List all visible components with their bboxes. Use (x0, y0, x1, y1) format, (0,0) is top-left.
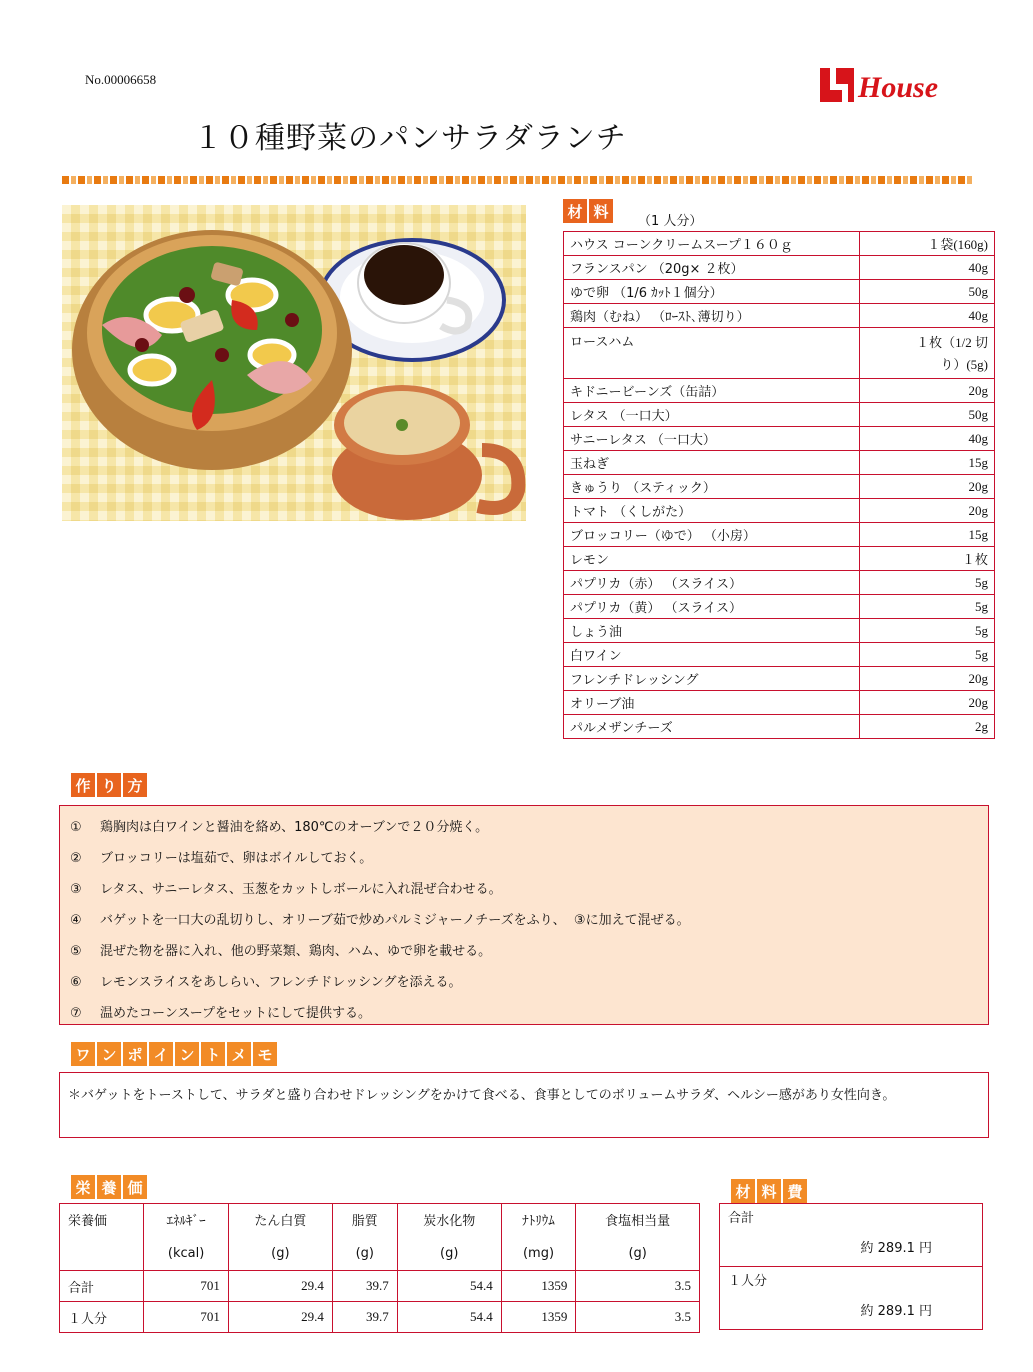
nutrition-value: 1359 (501, 1302, 576, 1333)
nutrition-value: 29.4 (228, 1271, 332, 1302)
cost-cell (720, 1267, 983, 1330)
ingredient-row (564, 619, 995, 643)
badge-char: 栄 (71, 1175, 95, 1199)
ingredient-amount: 5g (860, 643, 995, 667)
ingredient-amount: 50g (860, 403, 995, 427)
method-step (70, 878, 502, 897)
step-number: ⑥ (70, 975, 82, 990)
memo-box (59, 1072, 989, 1138)
badge-char: 材 (563, 199, 587, 223)
ingredient-name: ゆで卵 （1/6 ｶｯﾄ１個分） (564, 280, 860, 304)
ingredient-amount: 5g (860, 595, 995, 619)
ingredient-amount: 40g (860, 256, 995, 280)
nutrition-value: 1359 (501, 1271, 576, 1302)
ingredient-amount: 5g (860, 571, 995, 595)
ingredient-amount: 20g (860, 499, 995, 523)
badge-char: 料 (589, 199, 613, 223)
step-text: レタス、サニーレタス、玉葱をカットしボールに入れ混ぜ合わせる。 (100, 882, 502, 897)
method-step (70, 816, 488, 835)
badge-char: 料 (757, 1179, 781, 1203)
ingredient-amount: 20g (860, 379, 995, 403)
ingredient-name: オリーブ油 (564, 691, 860, 715)
step-number: ① (70, 820, 82, 835)
badge-char: り (97, 773, 121, 797)
cost-row (720, 1267, 983, 1330)
house-logo (820, 64, 970, 104)
ingredients-badge (563, 199, 613, 223)
badge-char: 方 (123, 773, 147, 797)
method-step (70, 847, 372, 866)
ingredient-row (564, 403, 995, 427)
ingredient-name: しょう油 (564, 619, 860, 643)
step-text: バゲットを一口大の乱切りし、オリーブ茹で炒めパルミジャーノチーズをふり、 ③に加えて混ぜる。 (100, 913, 690, 928)
ingredient-amount: 40g (860, 427, 995, 451)
nutrition-value: 39.7 (332, 1302, 397, 1333)
servings-label: （1 人分） (638, 214, 703, 229)
ingredient-row (564, 451, 995, 475)
ingredient-name: パルメザンチーズ (564, 715, 860, 739)
ingredient-amount: 20g (860, 667, 995, 691)
cost-row (720, 1204, 983, 1267)
nutrition-value: 29.4 (228, 1302, 332, 1333)
badge-char: ン (175, 1042, 199, 1066)
nutrition-header: ｴﾈﾙｷﾞｰ (kcal) (144, 1204, 228, 1271)
badge-char: ン (97, 1042, 121, 1066)
nutrition-value: 3.5 (576, 1302, 700, 1333)
method-box (59, 805, 989, 1025)
ingredient-row (564, 643, 995, 667)
ingredient-name: きゅうり （スティック） (564, 475, 860, 499)
ingredient-amount: 20g (860, 475, 995, 499)
ingredient-amount: 20g (860, 691, 995, 715)
nutrition-header: たん白質 (g) (228, 1204, 332, 1271)
nutrition-value: 54.4 (397, 1302, 501, 1333)
ingredient-row (564, 328, 995, 379)
nutrition-header: 炭水化物 (g) (397, 1204, 501, 1271)
ingredient-amount: 40g (860, 304, 995, 328)
document-number: No.00006658 (85, 72, 157, 87)
nutrition-header: 食塩相当量 (g) (576, 1204, 700, 1271)
step-text: レモンスライスをあしらい、フレンチドレッシングを添える。 (100, 975, 462, 990)
ingredient-amount: 15g (860, 523, 995, 547)
ingredient-row (564, 595, 995, 619)
ingredient-amount: １袋(160g) (860, 232, 995, 256)
badge-char: 養 (97, 1175, 121, 1199)
step-number: ② (70, 851, 82, 866)
ingredient-name: レモン (564, 547, 860, 571)
badge-char: モ (253, 1042, 277, 1066)
ingredient-row (564, 427, 995, 451)
badge-char: ト (201, 1042, 225, 1066)
nutrition-value: 701 (144, 1302, 228, 1333)
nutrition-row-label: 合計 (60, 1271, 144, 1302)
badge-char: イ (149, 1042, 173, 1066)
ingredient-name: レタス （一口大） (564, 403, 860, 427)
ingredient-name: パプリカ（黄） （スライス） (564, 595, 860, 619)
nutrition-value: 54.4 (397, 1271, 501, 1302)
ingredient-row (564, 547, 995, 571)
svg-text:House: House (858, 71, 939, 104)
ingredient-name: フレンチドレッシング (564, 667, 860, 691)
nutrition-value: 3.5 (576, 1271, 700, 1302)
ingredient-name: ハウス コーンクリームスープ１６０ｇ (564, 232, 860, 256)
ingredient-name: 鶏肉（むね） （ﾛｰｽﾄ､薄切り） (564, 304, 860, 328)
ingredient-row (564, 523, 995, 547)
ingredient-row (564, 256, 995, 280)
cost-label: １人分 (728, 1274, 768, 1289)
ingredient-amount: 15g (860, 451, 995, 475)
ingredient-name: 白ワイン (564, 643, 860, 667)
badge-char: 費 (783, 1179, 807, 1203)
badge-char: 材 (731, 1179, 755, 1203)
step-number: ④ (70, 913, 82, 928)
ingredient-row (564, 499, 995, 523)
method-step (70, 940, 491, 959)
nutrition-value: 701 (144, 1271, 228, 1302)
ingredient-amount (860, 328, 995, 379)
ingredient-amount: 5g (860, 619, 995, 643)
ingredient-name: 玉ねぎ (564, 451, 860, 475)
ingredient-name: ロースハム (564, 328, 860, 379)
method-badge (71, 773, 147, 797)
ingredient-row (564, 379, 995, 403)
nutrition-row-label: １人分 (60, 1302, 144, 1333)
step-text: 温めたコーンスープをセットにして提供する。 (100, 1006, 372, 1021)
nutrition-header-row (60, 1204, 700, 1271)
nutrition-badge (71, 1175, 147, 1199)
method-step (70, 909, 690, 928)
cost-value: 約 289.1 円 (860, 1304, 932, 1319)
ingredients-table (563, 231, 995, 739)
badge-char: 作 (71, 773, 95, 797)
cost-badge (731, 1179, 807, 1203)
house-logo-mark (820, 64, 970, 104)
ingredient-amount: １枚 (860, 547, 995, 571)
cost-label: 合計 (728, 1211, 755, 1226)
ingredient-name: ブロッコリー（ゆで） （小房） (564, 523, 860, 547)
badge-char: メ (227, 1042, 251, 1066)
memo-text: ＊バゲットをトーストして、サラダと盛り合わせドレッシングをかけて食べる、食事としてのボリュームサラダ、ヘルシー感があり女性向き。 (68, 1088, 896, 1103)
badge-char: ワ (71, 1042, 95, 1066)
amount-line: １枚（1/2 切 (916, 335, 988, 350)
ingredient-name: キドニービーンズ（缶詰） (564, 379, 860, 403)
ingredient-row (564, 475, 995, 499)
ingredient-row (564, 571, 995, 595)
cost-table (719, 1203, 983, 1330)
dotted-divider (62, 176, 974, 184)
ingredient-row (564, 691, 995, 715)
amount-line: り）(5g) (940, 357, 988, 372)
method-step (70, 1002, 371, 1021)
ingredient-name: トマト （くしがた） (564, 499, 860, 523)
dish-photo (62, 205, 526, 521)
nutrition-header: ﾅﾄﾘｳﾑ (mg) (501, 1204, 576, 1271)
ingredient-name: サニーレタス （一口大） (564, 427, 860, 451)
ingredient-name: パプリカ（赤） （スライス） (564, 571, 860, 595)
nutrition-header: 栄養価 (60, 1204, 144, 1271)
ingredient-row (564, 715, 995, 739)
ingredient-row (564, 667, 995, 691)
method-step (70, 971, 462, 990)
nutrition-value: 39.7 (332, 1271, 397, 1302)
nutrition-table (59, 1203, 700, 1333)
ingredient-name: フランスパン （20g× ２枚） (564, 256, 860, 280)
cost-cell (720, 1204, 983, 1267)
step-text: 混ぜた物を器に入れ、他の野菜類、鶏肉、ハム、ゆで卵を載せる。 (100, 944, 492, 959)
step-text: 鶏胸肉は白ワインと醤油を絡め、180℃のオーブンで２０分焼く。 (100, 820, 489, 835)
nutrition-header: 脂質 (g) (332, 1204, 397, 1271)
badge-char: ポ (123, 1042, 147, 1066)
cost-value: 約 289.1 円 (860, 1241, 932, 1256)
badge-char: 価 (123, 1175, 147, 1199)
ingredient-amount: 50g (860, 280, 995, 304)
nutrition-row (60, 1271, 700, 1302)
ingredient-amount: 2g (860, 715, 995, 739)
step-text: ブロッコリーは塩茹で、卵はボイルしておく。 (100, 851, 373, 866)
step-number: ③ (70, 882, 82, 897)
nutrition-row (60, 1302, 700, 1333)
ingredient-row (564, 232, 995, 256)
step-number: ⑤ (70, 944, 82, 959)
ingredient-row (564, 280, 995, 304)
memo-badge (71, 1042, 277, 1066)
ingredient-row (564, 304, 995, 328)
step-number: ⑦ (70, 1006, 82, 1021)
recipe-title: １０種野菜のパンサラダランチ (193, 121, 627, 156)
